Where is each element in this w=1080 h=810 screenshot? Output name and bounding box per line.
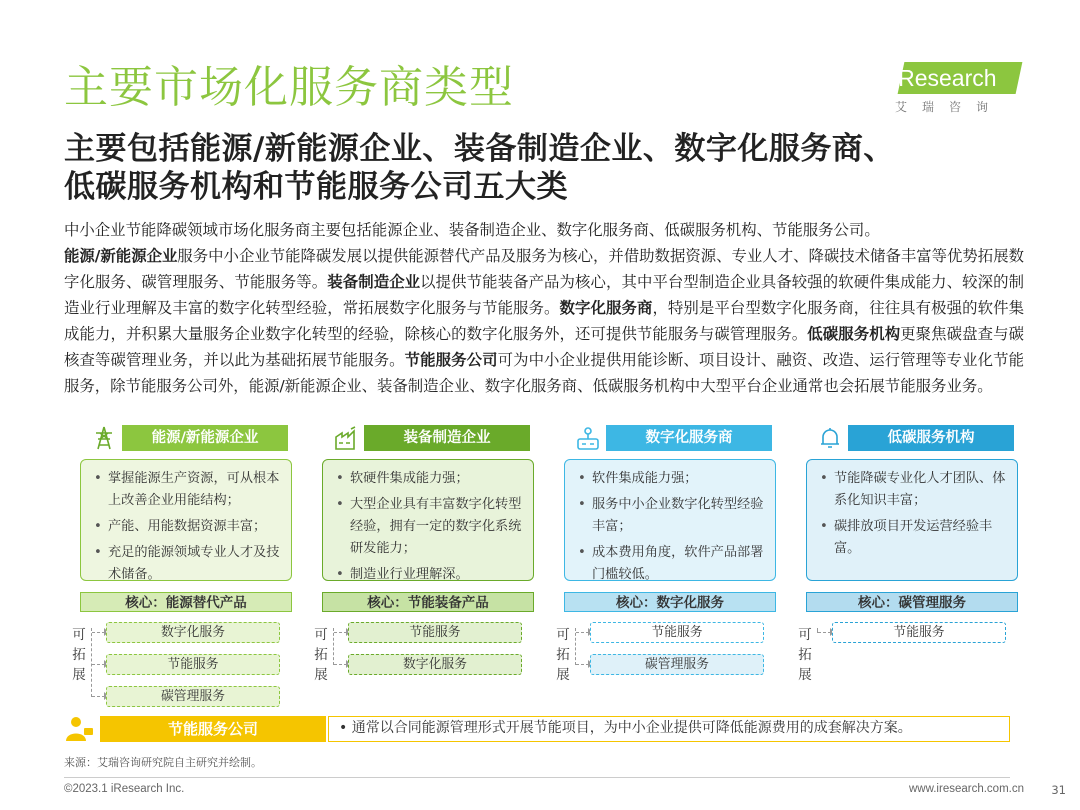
bullet-item: • 成本费用角度，软件产品部署门槛较低。 <box>575 542 769 586</box>
expand-label: 可拓展 <box>314 627 328 683</box>
page-title: 主要市场化服务商类型 <box>64 62 514 113</box>
extension-item: 节能服务 <box>348 622 522 643</box>
extension-item: 数字化服务 <box>348 654 522 675</box>
extension-item: 节能服务 <box>590 622 764 643</box>
column-card <box>564 459 776 581</box>
column-title: 装备制造企业 <box>364 425 530 451</box>
bullet-item: • 产能、用能数据资源丰富； <box>91 516 285 538</box>
extension-connector <box>575 628 576 665</box>
expand-label: 可拓展 <box>556 627 570 683</box>
paragraph-text: ，特别是平台型数字化服务商，往往具有极强的软件集成能力，并积累大量服务企业数字化转型的经验，除核心的数字化服务外，还可提供节能服务与碳管理服务。 <box>64 299 1024 343</box>
extension-connector <box>333 628 334 665</box>
extension-arrow <box>92 696 105 697</box>
bold-term: 低碳服务机构 <box>807 325 901 343</box>
page-number: 31 <box>1051 783 1066 797</box>
paragraph-text: 更聚焦碳盘查与碳核查等碳管理业务，并以此为基础拓展节能服务。 <box>64 325 1024 369</box>
column-card <box>80 459 292 581</box>
bullet-item: • 碳排放项目开发运营经验丰富。 <box>817 516 1011 560</box>
column-card <box>806 459 1018 581</box>
digital-network-icon <box>576 425 600 451</box>
body-paragraph <box>64 217 1024 399</box>
iresearch-logo <box>893 56 1029 122</box>
extension-arrow <box>576 664 589 665</box>
paragraph-text: 以提供节能装备产品为核心，其中平台型制造企业具备较强的软硬件集成能力、较深的制造业行业理解及丰富的数字化转型经验，常拓展数字化服务与节能服务。 <box>64 273 1024 317</box>
source-note: 来源：艾瑞咨询研究院自主研究并绘制。 <box>64 756 262 769</box>
bullet-item: • 掌握能源生产资源，可从根本上改善企业用能结构； <box>91 468 285 512</box>
extension-arrow <box>334 632 347 633</box>
extension-arrow <box>92 632 105 633</box>
extension-arrow <box>818 632 831 633</box>
energy-service-company-bar <box>64 716 1010 742</box>
detail-paragraph <box>64 243 1024 399</box>
extension-item: 节能服务 <box>106 654 280 675</box>
extension-item: 碳管理服务 <box>106 686 280 707</box>
core-label: 核心：碳管理服务 <box>806 592 1018 612</box>
bullet-item: • 软硬件集成能力强； <box>333 468 527 490</box>
paragraph-text: 可为中小企业提供用能诊断、项目设计、融资、改造、运行管理等专业化节能服务，除节能服务公司外，能源/新能源企业、装备制造企业、数字化服务商、低碳服务机构中大型平台企业通常也会拓展节能服务业务。 <box>64 351 1024 395</box>
website-link: www.iresearch.com.cn <box>908 783 1024 795</box>
copyright: ©2023.1 iResearch Inc. <box>64 783 185 795</box>
bullet-item: • 服务中小企业数字化转型经验丰富； <box>575 494 769 538</box>
power-tower-icon <box>92 425 116 451</box>
expand-label: 可拓展 <box>72 627 86 683</box>
bold-term: 数字化服务商 <box>559 299 653 317</box>
extension-item: 节能服务 <box>832 622 1006 643</box>
paragraph-text: 服务中小企业节能降碳发展以提供能源替代产品及服务为核心，并借助数据资源、专业人才、降碳技术储备丰富等优势拓展数字化服务、碳管理服务、节能服务等。 <box>64 247 1024 291</box>
bullet-item: • 制造业行业理解深。 <box>333 564 527 586</box>
core-label: 核心：数字化服务 <box>564 592 776 612</box>
extension-item: 数字化服务 <box>106 622 280 643</box>
extension-connector <box>91 628 92 697</box>
bullet-item: • 充足的能源领域专业人才及技术储备。 <box>91 542 285 586</box>
expand-label: 可拓展 <box>798 627 812 683</box>
bullet-item: • 节能降碳专业化人才团队、体系化知识丰富； <box>817 468 1011 512</box>
factory-icon <box>334 425 358 451</box>
column-card <box>322 459 534 581</box>
extension-arrow <box>92 664 105 665</box>
footer-divider <box>64 777 1010 778</box>
extension-arrow <box>334 664 347 665</box>
column-title: 数字化服务商 <box>606 425 772 451</box>
bullet-item: • 大型企业具有丰富数字化转型经验，拥有一定的数字化系统研发能力； <box>333 494 527 560</box>
bold-term: 装备制造企业 <box>327 273 421 291</box>
bold-term: 能源/新能源企业 <box>64 247 178 265</box>
bell-icon <box>818 425 842 451</box>
column-header <box>334 425 530 451</box>
subtitle-line-2: 低碳服务机构和节能服务公司五大类 <box>64 169 568 205</box>
logo-text: iResearch <box>893 65 997 91</box>
column-header <box>818 425 1014 451</box>
column-title: 能源/新能源企业 <box>122 425 288 451</box>
bold-term: 节能服务公司 <box>404 351 498 369</box>
core-label: 核心：能源替代产品 <box>80 592 292 612</box>
column-header <box>92 425 288 451</box>
extension-arrow <box>576 632 589 633</box>
subtitle-line-1: 主要包括能源/新能源企业、装备制造企业、数字化服务商、 <box>64 131 895 167</box>
intro-sentence: 中小企业节能降碳领域市场化服务商主要包括能源企业、装备制造企业、数字化服务商、低碳服务机构、节能服务公司。 <box>64 221 880 239</box>
energy-service-company-desc: • 通常以合同能源管理形式开展节能项目，为中小企业提供可降低能源费用的成套解决方案。 <box>328 716 1010 742</box>
energy-service-company-label: 节能服务公司 <box>100 716 326 742</box>
extension-item: 碳管理服务 <box>590 654 764 675</box>
bullet-item: • 软件集成能力强； <box>575 468 769 490</box>
logo-subtext: 艾瑞咨询 <box>895 100 1004 114</box>
column-header <box>576 425 772 451</box>
core-label: 核心：节能装备产品 <box>322 592 534 612</box>
column-title: 低碳服务机构 <box>848 425 1014 451</box>
page-subtitle <box>64 130 1024 206</box>
person-icon <box>64 716 94 742</box>
